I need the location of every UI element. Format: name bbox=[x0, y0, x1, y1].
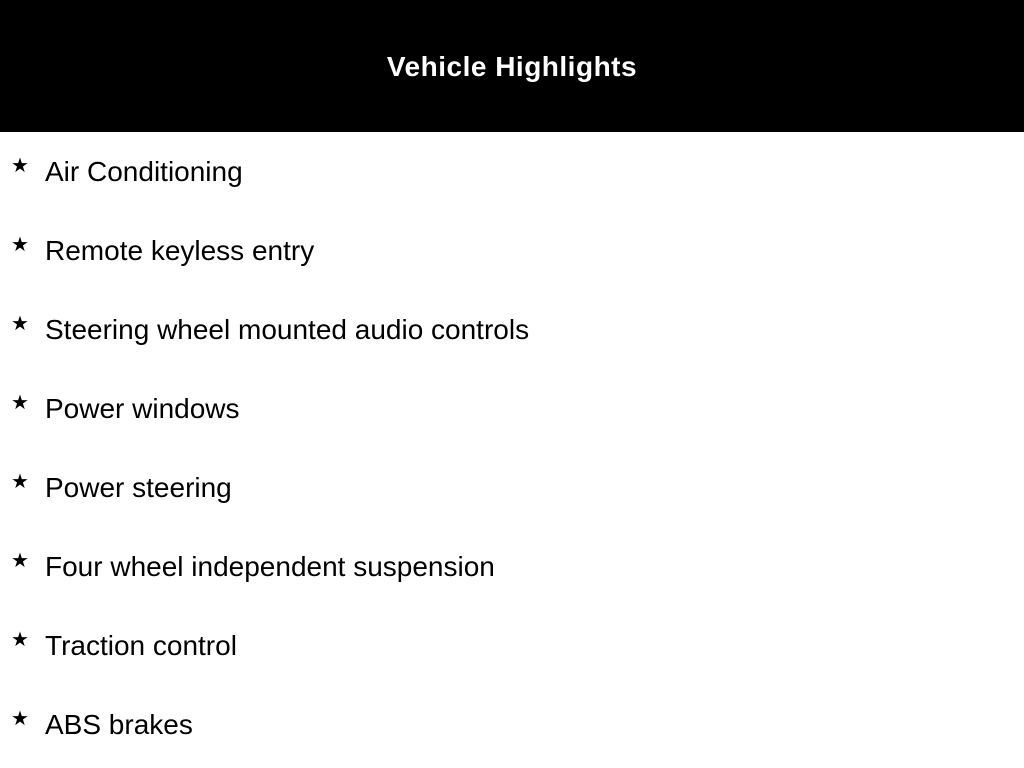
star-icon: ★ bbox=[11, 392, 29, 414]
highlight-label: Remote keyless entry bbox=[45, 235, 315, 266]
list-item bbox=[0, 685, 1024, 764]
highlight-label: ABS brakes bbox=[45, 709, 193, 740]
star-icon: ★ bbox=[11, 313, 29, 335]
highlight-label: Air Conditioning bbox=[45, 156, 243, 187]
list-item bbox=[0, 211, 1024, 290]
list-item bbox=[0, 290, 1024, 369]
highlight-label: Power windows bbox=[45, 393, 240, 424]
page-title: Vehicle Highlights bbox=[386, 51, 638, 82]
list-item bbox=[0, 132, 1024, 211]
highlight-label: Traction control bbox=[45, 630, 237, 661]
highlights-list bbox=[0, 132, 1024, 764]
list-item bbox=[0, 527, 1024, 606]
highlight-label: Power steering bbox=[45, 472, 232, 503]
star-icon: ★ bbox=[11, 708, 29, 730]
highlight-label: Steering wheel mounted audio controls bbox=[45, 314, 530, 345]
list-item bbox=[0, 448, 1024, 527]
list-item bbox=[0, 369, 1024, 448]
star-icon: ★ bbox=[11, 550, 29, 572]
star-icon: ★ bbox=[11, 471, 29, 493]
star-icon: ★ bbox=[11, 155, 29, 177]
header-bar bbox=[0, 0, 1024, 132]
list-item bbox=[0, 606, 1024, 685]
star-icon: ★ bbox=[11, 629, 29, 651]
highlight-label: Four wheel independent suspension bbox=[45, 551, 495, 582]
star-icon: ★ bbox=[11, 234, 29, 256]
